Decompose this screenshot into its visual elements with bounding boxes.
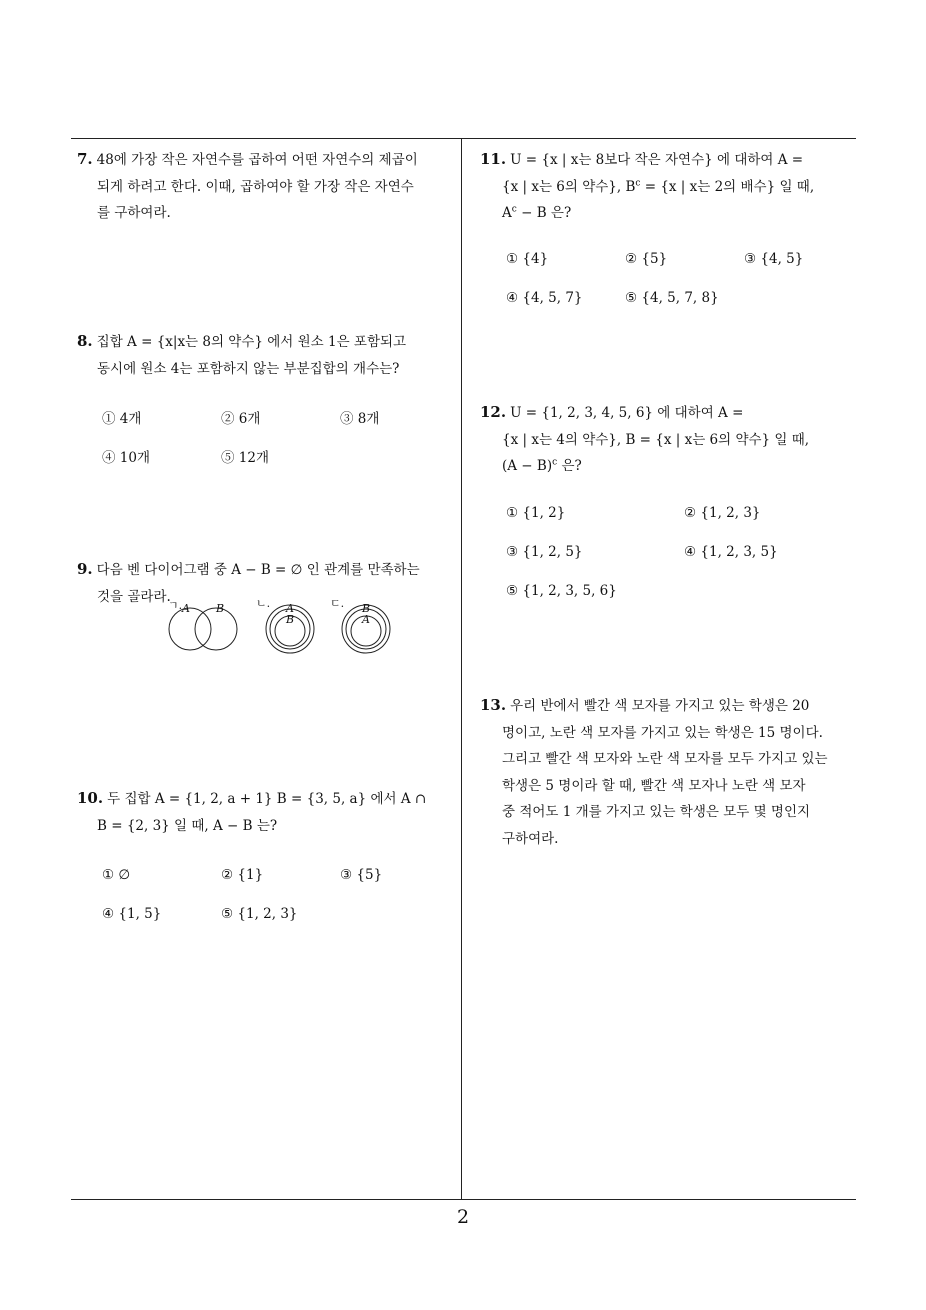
option-4[interactable]: ④ {1, 2, 3, 5}	[684, 544, 778, 560]
top-rule	[71, 138, 856, 139]
diagram-label-a: ㄱ.	[168, 599, 183, 612]
question-text: − B 은?	[516, 205, 572, 221]
question-number: 8.	[77, 332, 93, 350]
question-text: 학생은 5 명이라 할 때, 빨간 색 모자나 노란 색 모자	[502, 777, 806, 794]
question-13	[480, 692, 858, 852]
option-5[interactable]: ⑤ {1, 2, 3}	[221, 906, 298, 922]
question-text: 두 집합 A = {1, 2, a + 1} B = {3, 5, a} 에서 A ∩	[107, 791, 427, 807]
question-8	[77, 328, 455, 382]
complement-mark: c	[552, 457, 558, 468]
question-text: 구하여라.	[502, 830, 559, 847]
option-3[interactable]: ③ {1, 2, 5}	[506, 544, 583, 560]
option-1[interactable]: ① {4}	[506, 251, 549, 267]
diagram-label-b: B	[286, 613, 295, 626]
question-text: {x | x는 6의 약수}, B	[502, 178, 636, 195]
option-5[interactable]: ⑤ {4, 5, 7, 8}	[625, 290, 719, 306]
venn-set-a	[169, 608, 211, 650]
question-11	[480, 146, 858, 227]
option-1[interactable]: ① ∅	[102, 867, 131, 883]
diagram-label-c: A	[362, 613, 370, 626]
option-4[interactable]: ④ 10개	[102, 450, 151, 466]
question-text: 48에 가장 작은 자연수를 곱하여 어떤 자연수의 제곱이	[96, 152, 418, 168]
diagram-label-c: B	[362, 602, 371, 615]
question-text: A	[502, 205, 512, 221]
bottom-rule	[71, 1199, 856, 1200]
page-number: 2	[456, 1206, 470, 1228]
option-3[interactable]: ③ {4, 5}	[744, 251, 804, 267]
complement-mark: c	[511, 204, 517, 215]
option-2[interactable]: ② {5}	[625, 251, 668, 267]
question-7	[77, 146, 455, 227]
option-3[interactable]: ③ 8개	[340, 411, 380, 427]
question-number: 12.	[480, 403, 507, 421]
option-2[interactable]: ② 6개	[221, 411, 261, 427]
question-number: 13.	[480, 696, 507, 714]
diagram-label-b: A	[286, 602, 294, 615]
question-number: 11.	[480, 150, 507, 168]
question-text: 은?	[557, 458, 582, 474]
question-text: B = {2, 3} 일 때, A − B 는?	[97, 817, 278, 834]
question-10	[77, 785, 455, 839]
question-text: 동시에 원소 4는 포함하지 않는 부분집합의 개수는?	[97, 360, 400, 377]
option-3[interactable]: ③ {5}	[340, 867, 383, 883]
question-text: 중 적어도 1 개를 가지고 있는 학생은 모두 몇 명인지	[502, 804, 811, 820]
option-5[interactable]: ⑤ 12개	[221, 450, 270, 466]
question-text: 를 구하여라.	[97, 205, 171, 221]
column-divider	[461, 138, 462, 1200]
question-text: 우리 반에서 빨간 색 모자를 가지고 있는 학생은 20	[510, 698, 810, 714]
question-text: 것을 골라라.	[97, 588, 171, 605]
diagram-label-a: B	[216, 602, 225, 615]
question-text: 되게 하려고 한다. 이때, 곱하여야 할 가장 작은 자연수	[97, 178, 414, 195]
diagram-label-c: ㄷ.	[330, 597, 345, 610]
option-2[interactable]: ② {1}	[221, 867, 264, 883]
question-text: = {x | x는 2의 배수} 일 때,	[640, 178, 815, 195]
question-text: U = {1, 2, 3, 4, 5, 6} 에 대하여 A =	[510, 405, 744, 421]
option-4[interactable]: ④ {4, 5, 7}	[506, 290, 583, 306]
option-4[interactable]: ④ {1, 5}	[102, 906, 162, 922]
option-2[interactable]: ② {1, 2, 3}	[684, 505, 761, 521]
diagram-label-b: ㄴ.	[256, 597, 271, 610]
option-1[interactable]: ① {1, 2}	[506, 505, 566, 521]
diagram-label-a: A	[182, 602, 190, 615]
question-text: U = {x | x는 8보다 작은 자연수} 에 대하여 A =	[510, 152, 804, 168]
venn-diagrams	[160, 597, 400, 662]
question-number: 7.	[77, 150, 93, 168]
complement-mark: c	[635, 178, 641, 188]
question-text: 다음 벤 다이어그램 중 A − B = ∅ 인 관계를 만족하는	[96, 562, 420, 578]
question-number: 9.	[77, 560, 93, 578]
question-number: 10.	[77, 789, 104, 807]
question-text: {x | x는 4의 약수}, B = {x | x는 6의 약수} 일 때,	[502, 431, 810, 448]
question-text: 집합 A = {x|x는 8의 약수} 에서 원소 1은 포함되고	[96, 334, 407, 350]
question-12	[480, 399, 858, 480]
option-1[interactable]: ① 4개	[102, 411, 142, 427]
question-text: (A − B)	[502, 458, 553, 474]
option-5[interactable]: ⑤ {1, 2, 3, 5, 6}	[506, 583, 617, 599]
question-text: 명이고, 노란 색 모자를 가지고 있는 학생은 15 명이다.	[502, 724, 823, 741]
question-text: 그리고 빨간 색 모자와 노란 색 모자를 모두 가지고 있는	[502, 751, 828, 767]
